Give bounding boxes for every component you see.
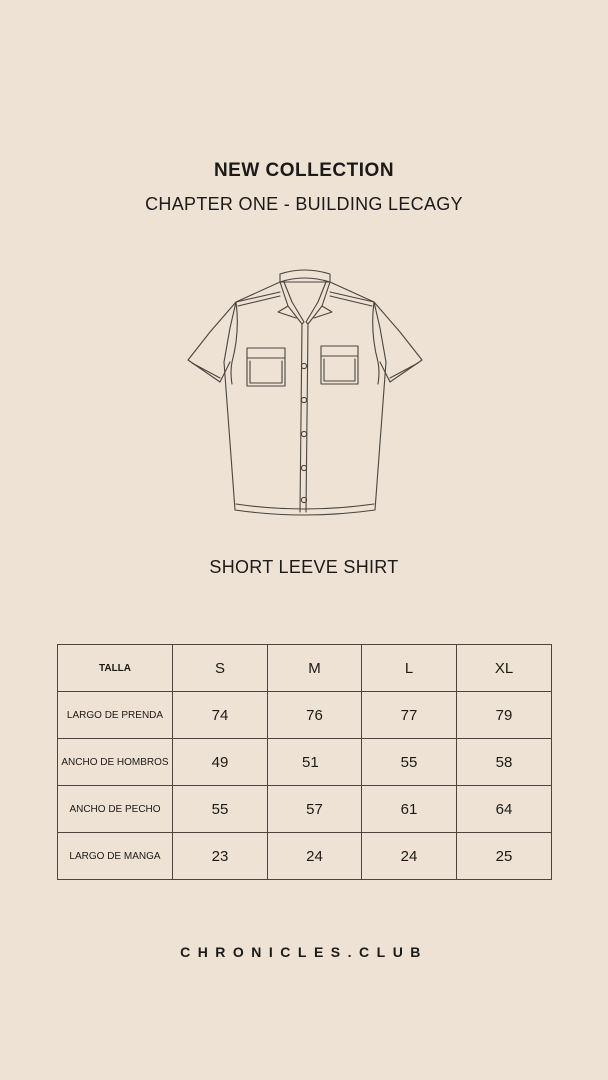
table-row: [58, 833, 552, 880]
table-cell: 23: [173, 833, 268, 880]
collection-title: NEW COLLECTION: [213, 160, 395, 181]
table-cell: 79: [457, 692, 552, 739]
table-cell: 25: [457, 833, 552, 880]
size-chart-table: [57, 644, 552, 880]
table-cell: 55: [362, 739, 457, 786]
table-row: [58, 692, 552, 739]
size-header-l: L: [362, 645, 457, 692]
table-cell: 77: [362, 692, 457, 739]
table-cell: 76: [268, 692, 362, 739]
table-cell: 58: [457, 739, 552, 786]
product-name: SHORT LEEVE SHIRT: [209, 557, 399, 577]
table-cell: 64: [457, 786, 552, 833]
row-label: ANCHO DE HOMBROS: [58, 739, 173, 786]
row-label: LARGO DE MANGA: [58, 833, 173, 880]
short-sleeve-shirt-icon: [180, 262, 430, 527]
collection-subtitle: CHAPTER ONE - BUILDING LECAGY: [145, 194, 463, 214]
size-label-header: TALLA: [58, 645, 173, 692]
row-label: ANCHO DE PECHO: [58, 786, 173, 833]
table-cell: 55: [173, 786, 268, 833]
table-cell: 49: [173, 739, 268, 786]
table-row: [58, 739, 552, 786]
table-cell: 24: [362, 833, 457, 880]
table-cell: 74: [173, 692, 268, 739]
row-label: LARGO DE PRENDA: [58, 692, 173, 739]
table-cell: 57: [268, 786, 362, 833]
size-header-s: S: [173, 645, 268, 692]
size-header-xl: XL: [457, 645, 552, 692]
table-cell: 61: [362, 786, 457, 833]
size-header-m: M: [268, 645, 362, 692]
table-cell: 51: [268, 739, 362, 786]
table-cell: 24: [268, 833, 362, 880]
table-row: [58, 786, 552, 833]
brand-footer: CHRONICLES.CLUB: [180, 944, 428, 960]
size-header-row: [58, 645, 552, 692]
